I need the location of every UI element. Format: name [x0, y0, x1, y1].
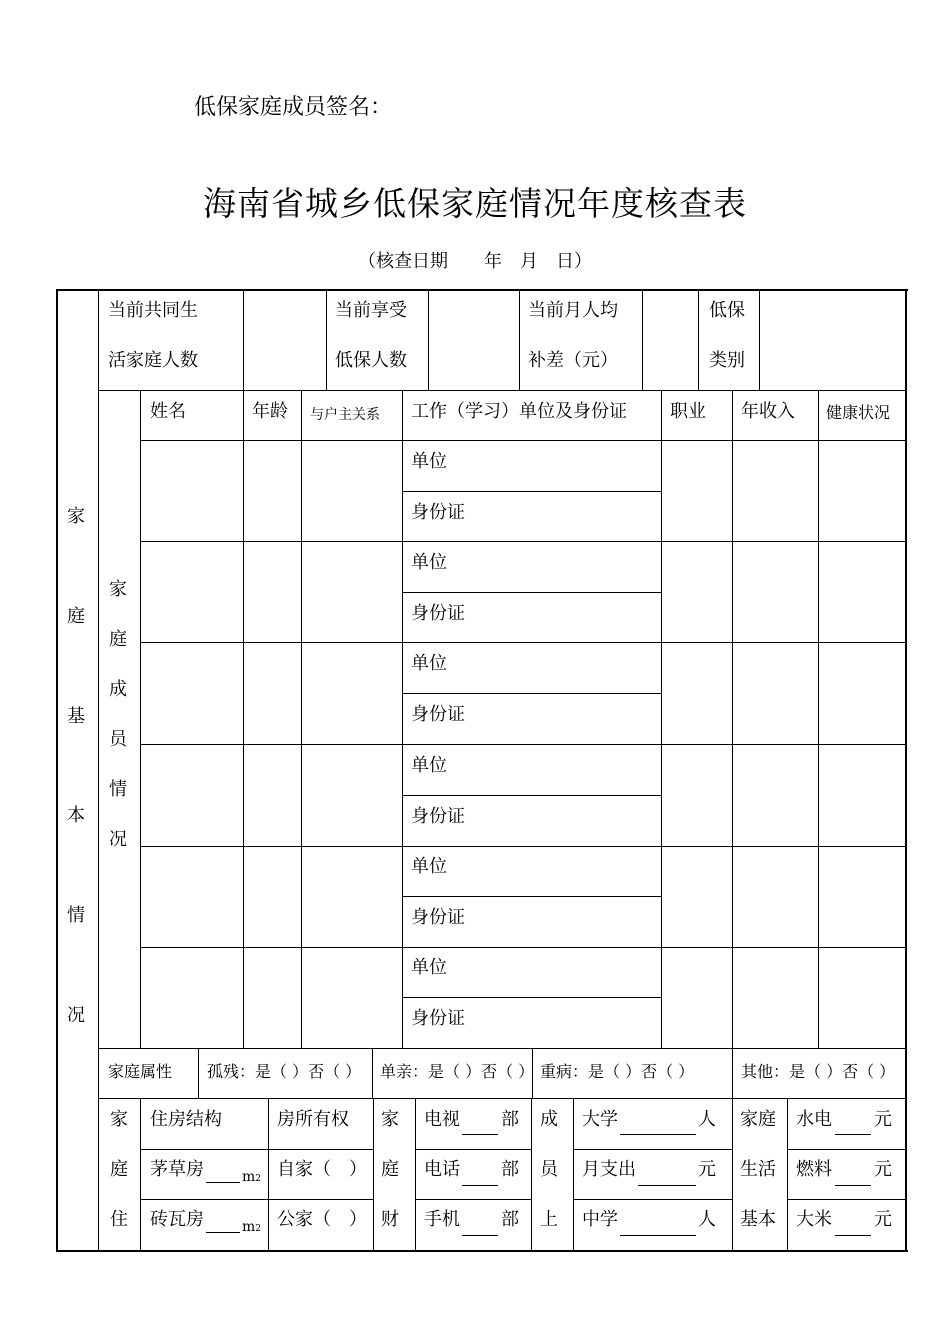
grid-line — [140, 642, 906, 643]
grid-line — [818, 390, 819, 1048]
table-border — [56, 289, 908, 291]
grid-line — [98, 390, 906, 391]
housing-label-char: 庭 — [110, 1159, 128, 1180]
blank-line — [462, 1134, 498, 1135]
grid-line — [698, 290, 699, 390]
section-label-char: 庭 — [67, 606, 85, 627]
unit-label: 单位 — [411, 451, 447, 472]
section-label-char: 本 — [67, 805, 85, 826]
column-header-name: 姓名 — [150, 401, 186, 422]
grid-line — [243, 390, 244, 1048]
university-unit: 人 — [698, 1109, 716, 1130]
housing-label-char: 家 — [110, 1109, 128, 1130]
grid-line — [402, 795, 661, 796]
id-label: 身份证 — [411, 1008, 465, 1029]
members-label-char: 成 — [109, 679, 127, 700]
table-border — [905, 289, 907, 1252]
table-border — [56, 1250, 908, 1252]
living-label: 生活 — [740, 1159, 776, 1180]
university-label: 大学 — [582, 1109, 618, 1130]
grid-line — [661, 390, 662, 1048]
grid-line — [415, 1149, 531, 1150]
column-header-health: 健康状况 — [826, 403, 891, 422]
members-label-char: 庭 — [109, 629, 127, 650]
check-date: （核查日期 年 月 日） — [358, 251, 592, 272]
tv-unit: 部 — [501, 1109, 519, 1130]
middle-school-label: 中学 — [582, 1209, 618, 1230]
grid-line — [573, 1098, 574, 1251]
phone-unit: 部 — [501, 1159, 519, 1180]
grid-line — [732, 1048, 733, 1098]
grid-line — [98, 1098, 906, 1099]
grid-line — [140, 1098, 141, 1251]
id-label: 身份证 — [411, 704, 465, 725]
section-label-char: 情 — [67, 905, 85, 926]
grid-line — [531, 1098, 532, 1251]
attribute-illness: 重病：是（ ）否（ ） — [540, 1062, 695, 1081]
members-label-char: 情 — [109, 779, 127, 800]
blank-line — [462, 1235, 498, 1236]
grid-line — [140, 440, 906, 441]
property-label-char: 财 — [381, 1209, 399, 1230]
monthly-expense-unit: 元 — [698, 1159, 716, 1180]
grid-line — [759, 290, 760, 390]
members-label-char: 员 — [109, 729, 127, 750]
unit-label: 单位 — [411, 653, 447, 674]
area-unit: m2 — [242, 1169, 262, 1185]
utilities-unit: 元 — [874, 1109, 892, 1130]
grid-line — [301, 390, 302, 1048]
property-label-char: 庭 — [381, 1159, 399, 1180]
category-label: 类别 — [709, 350, 745, 371]
grid-line — [402, 693, 661, 694]
page-title: 海南省城乡低保家庭情况年度核查表 — [203, 184, 747, 223]
section-label-char: 家 — [67, 506, 85, 527]
attributes-label: 家庭属性 — [108, 1062, 173, 1081]
living-label: 基本 — [740, 1209, 776, 1230]
blank-line — [462, 1185, 498, 1186]
grid-line — [732, 1098, 733, 1251]
grid-line — [198, 1048, 199, 1098]
blank-line — [638, 1185, 696, 1186]
living-label: 家庭 — [740, 1109, 776, 1130]
grid-line — [787, 1098, 788, 1251]
utilities-label: 水电 — [796, 1109, 832, 1130]
section-label-char: 况 — [67, 1005, 85, 1026]
area-unit: m2 — [242, 1219, 262, 1235]
fuel-unit: 元 — [874, 1159, 892, 1180]
grid-line — [573, 1149, 732, 1150]
recipients-label: 低保人数 — [335, 350, 407, 371]
members-label-char: 况 — [109, 829, 127, 850]
column-header-relation: 与户主关系 — [310, 407, 380, 423]
housing-label-char: 住 — [110, 1209, 128, 1230]
mobile-unit: 部 — [501, 1209, 519, 1230]
tv-label: 电视 — [424, 1109, 460, 1130]
grid-line — [402, 491, 661, 492]
phone-label: 电话 — [424, 1159, 460, 1180]
column-header-work: 工作（学习）单位及身份证 — [411, 401, 627, 422]
grid-line — [642, 290, 643, 390]
grid-line — [140, 744, 906, 745]
school-label-char: 成 — [540, 1109, 558, 1130]
grid-line — [573, 1199, 732, 1200]
table-border — [56, 289, 58, 1252]
unit-label: 单位 — [411, 755, 447, 776]
category-label: 低保 — [709, 300, 745, 321]
housing-structure-header: 住房结构 — [150, 1109, 222, 1130]
grid-line — [140, 846, 906, 847]
public-home-label: 公家（ ） — [277, 1209, 367, 1230]
unit-label: 单位 — [411, 856, 447, 877]
household-size-label: 活家庭人数 — [108, 350, 198, 371]
blank-line — [835, 1185, 871, 1186]
blank-line — [206, 1232, 240, 1233]
monthly-expense-label: 月支出 — [582, 1159, 636, 1180]
school-label-char: 上 — [540, 1209, 558, 1230]
section-label-char: 基 — [67, 706, 85, 727]
grid-line — [140, 947, 906, 948]
grid-line — [243, 290, 244, 390]
attribute-orphan: 孤残：是（ ）否（ ） — [207, 1062, 362, 1081]
blank-line — [206, 1182, 240, 1183]
id-label: 身份证 — [411, 907, 465, 928]
id-label: 身份证 — [411, 502, 465, 523]
members-label-char: 家 — [109, 579, 127, 600]
attribute-other: 其他：是（ ）否（ ） — [741, 1062, 896, 1081]
column-header-income: 年收入 — [741, 401, 795, 422]
grid-line — [428, 290, 429, 390]
id-label: 身份证 — [411, 806, 465, 827]
housing-ownership-header: 房所有权 — [277, 1109, 349, 1130]
property-label-char: 家 — [381, 1109, 399, 1130]
own-home-label: 自家（ ） — [277, 1159, 367, 1180]
grid-line — [98, 290, 99, 1251]
grid-line — [326, 290, 327, 390]
thatch-house-label: 茅草房 — [150, 1159, 204, 1180]
rice-unit: 元 — [874, 1209, 892, 1230]
signature-label: 低保家庭成员签名： — [194, 95, 393, 120]
grid-line — [415, 1098, 416, 1251]
blank-line — [620, 1134, 696, 1135]
subsidy-label: 当前月人均 — [528, 300, 618, 321]
blank-line — [835, 1134, 871, 1135]
grid-line — [373, 1098, 374, 1251]
grid-line — [140, 390, 141, 1048]
rice-label: 大米 — [796, 1209, 832, 1230]
school-label-char: 员 — [540, 1159, 558, 1180]
grid-line — [402, 390, 403, 1048]
grid-line — [732, 390, 733, 1048]
blank-line — [835, 1235, 871, 1236]
grid-line — [415, 1199, 531, 1200]
grid-line — [98, 1048, 906, 1049]
attribute-single-parent: 单亲：是（ ）否（ ） — [380, 1062, 535, 1081]
unit-label: 单位 — [411, 957, 447, 978]
grid-line — [519, 290, 520, 390]
fuel-label: 燃料 — [796, 1159, 832, 1180]
middle-school-unit: 人 — [698, 1209, 716, 1230]
id-label: 身份证 — [411, 603, 465, 624]
grid-line — [268, 1098, 269, 1251]
grid-line — [372, 1048, 373, 1098]
column-header-age: 年龄 — [252, 401, 288, 422]
brick-house-label: 砖瓦房 — [150, 1209, 204, 1230]
grid-line — [787, 1199, 906, 1200]
grid-line — [140, 1199, 373, 1200]
household-size-label: 当前共同生 — [108, 300, 198, 321]
grid-line — [402, 896, 661, 897]
grid-line — [140, 541, 906, 542]
grid-line — [402, 997, 661, 998]
unit-label: 单位 — [411, 552, 447, 573]
subsidy-label: 补差（元） — [528, 350, 618, 371]
grid-line — [402, 592, 661, 593]
grid-line — [140, 1149, 373, 1150]
column-header-job: 职业 — [670, 401, 706, 422]
mobile-label: 手机 — [424, 1209, 460, 1230]
blank-line — [620, 1235, 696, 1236]
grid-line — [787, 1149, 906, 1150]
recipients-label: 当前享受 — [335, 300, 407, 321]
